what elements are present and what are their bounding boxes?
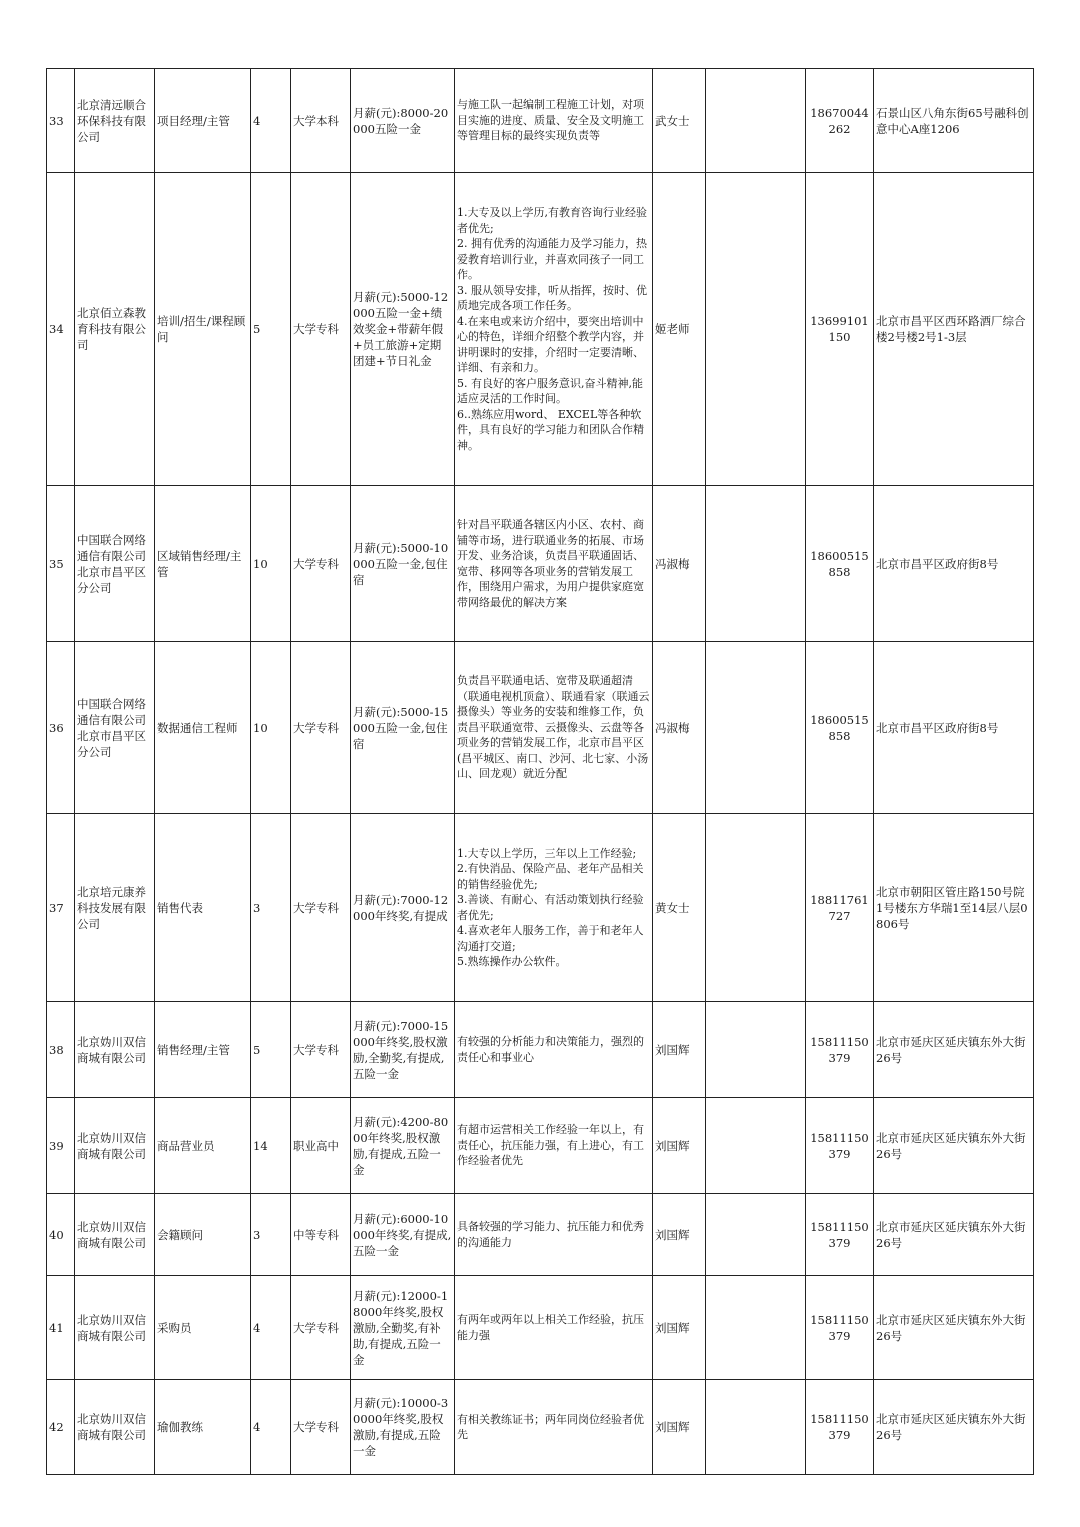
contact-cell: 刘国辉 (653, 1002, 706, 1098)
table-row (47, 1276, 1034, 1380)
contact-cell: 黄女士 (653, 814, 706, 1002)
table-body (47, 69, 1034, 1475)
count-cell: 4 (251, 1380, 291, 1475)
education-cell: 大学专科 (291, 173, 351, 486)
blank-cell (706, 173, 806, 486)
contact-cell: 刘国辉 (653, 1194, 706, 1276)
salary-cell: 月薪(元):8000-20000五险一金 (351, 69, 455, 173)
requirement-line: 1.大专以上学历，三年以上工作经验; (457, 846, 637, 860)
table-row (47, 486, 1034, 642)
phone-cell: 15811150379 (806, 1380, 874, 1475)
table-row (47, 1002, 1034, 1098)
phone-cell: 15811150379 (806, 1002, 874, 1098)
phone-cell: 18600515858 (806, 486, 874, 642)
count-cell: 14 (251, 1098, 291, 1194)
contact-cell: 冯淑梅 (653, 486, 706, 642)
row-number: 35 (47, 486, 75, 642)
address-cell: 北京市昌平区政府街8号 (874, 642, 1034, 814)
blank-cell (706, 69, 806, 173)
position-cell: 销售代表 (155, 814, 251, 1002)
blank-cell (706, 1002, 806, 1098)
requirement-line: 3.善谈、有耐心、有活动策划执行经验者优先; (457, 893, 644, 922)
blank-cell (706, 814, 806, 1002)
position-cell: 销售经理/主管 (155, 1002, 251, 1098)
address-cell: 北京市朝阳区管庄路150号院1号楼东方华瑞1至14层八层0806号 (874, 814, 1034, 1002)
row-number: 39 (47, 1098, 75, 1194)
row-number: 37 (47, 814, 75, 1002)
requirement-line: 6..熟练应用word、 EXCEL等各种软件，具有良好的学习能力和团队合作精神。 (457, 407, 644, 452)
phone-cell: 13699101150 (806, 173, 874, 486)
education-cell: 大学专科 (291, 1276, 351, 1380)
position-cell: 瑜伽教练 (155, 1380, 251, 1475)
requirements-cell (455, 1098, 653, 1194)
salary-cell: 月薪(元):6000-10000年终奖,有提成,五险一金 (351, 1194, 455, 1276)
salary-cell: 月薪(元):5000-10000五险一金,包住宿 (351, 486, 455, 642)
education-cell: 中等专科 (291, 1194, 351, 1276)
salary-cell: 月薪(元):5000-12000五险一金+绩效奖金+带薪年假+员工旅游+定期团建+节日礼金 (351, 173, 455, 486)
count-cell: 10 (251, 642, 291, 814)
salary-cell: 月薪(元):5000-15000五险一金,包住宿 (351, 642, 455, 814)
blank-cell (706, 1098, 806, 1194)
row-number: 33 (47, 69, 75, 173)
salary-cell: 月薪(元):10000-30000年终奖,股权激励,有提成,五险一金 (351, 1380, 455, 1475)
company-cell: 北京妫川双信商城有限公司 (75, 1098, 155, 1194)
table-row (47, 69, 1034, 173)
salary-cell: 月薪(元):4200-8000年终奖,股权激励,有提成,五险一金 (351, 1098, 455, 1194)
contact-cell: 刘国辉 (653, 1380, 706, 1475)
count-cell: 5 (251, 1002, 291, 1098)
blank-cell (706, 1380, 806, 1475)
requirement-line: 4.在来电或来访介绍中，要突出培训中心的特色，详细介绍整个教学内容，并讲明课时的安排，介绍时一定要清晰、详细、有亲和力。 (457, 314, 644, 374)
requirement-line: 有两年或两年以上相关工作经验，抗压能力强 (457, 1313, 644, 1342)
company-cell: 中国联合网络通信有限公司北京市昌平区分公司 (75, 486, 155, 642)
requirement-line: 负责昌平联通电话、宽带及联通超清（联通电视机顶盒）、联通看家（联通云摄像头）等业务的安装和维修工作，负责昌平联通宽带、云摄像头、云盘等各项业务的营销发展工作，北京市昌平区(昌平城区、南口、沙河、北七家、小汤山、回龙观）就近分配 (457, 674, 650, 781)
position-cell: 会籍顾问 (155, 1194, 251, 1276)
contact-cell: 刘国辉 (653, 1276, 706, 1380)
row-number: 34 (47, 173, 75, 486)
address-cell: 北京市昌平区政府街8号 (874, 486, 1034, 642)
education-cell: 大学专科 (291, 642, 351, 814)
table-row (47, 1098, 1034, 1194)
requirement-line: 4.喜欢老年人服务工作，善于和老年人沟通打交道; (457, 924, 644, 953)
requirement-line: 2.有快消品、保险产品、老年产品相关的销售经验优先; (457, 862, 644, 891)
position-cell: 项目经理/主管 (155, 69, 251, 173)
contact-cell: 武女士 (653, 69, 706, 173)
address-cell: 石景山区八角东街65号融科创意中心A座1206 (874, 69, 1034, 173)
table-row (47, 814, 1034, 1002)
row-number: 36 (47, 642, 75, 814)
contact-cell: 姬老师 (653, 173, 706, 486)
phone-cell: 18600515858 (806, 642, 874, 814)
blank-cell (706, 486, 806, 642)
count-cell: 4 (251, 69, 291, 173)
requirement-line: 针对昌平联通各辖区内小区、农村、商铺等市场，进行联通业务的拓展、市场开发、业务洽谈，负责昌平联通固话、宽带、移网等各项业务的营销发展工作，围绕用户需求，为用户提供家庭宽带网络最优的解决方案 (457, 518, 644, 609)
requirement-line: 5. 有良好的客户服务意识,奋斗精神,能适应灵活的工作时间。 (457, 376, 643, 405)
table-row (47, 642, 1034, 814)
phone-cell: 18670044262 (806, 69, 874, 173)
count-cell: 3 (251, 1194, 291, 1276)
job-listing-table (46, 68, 1034, 1475)
company-cell: 北京妫川双信商城有限公司 (75, 1002, 155, 1098)
requirement-line: 具备较强的学习能力、抗压能力和优秀的沟通能力 (457, 1220, 644, 1249)
blank-cell (706, 1276, 806, 1380)
table-row (47, 1194, 1034, 1276)
company-cell: 北京清远顺合环保科技有限公司 (75, 69, 155, 173)
phone-cell: 18811761727 (806, 814, 874, 1002)
position-cell: 数据通信工程师 (155, 642, 251, 814)
salary-cell: 月薪(元):12000-18000年终奖,股权激励,全勤奖,有补助,有提成,五险一金 (351, 1276, 455, 1380)
position-cell: 商品营业员 (155, 1098, 251, 1194)
requirements-cell (455, 486, 653, 642)
row-number: 40 (47, 1194, 75, 1276)
requirements-cell (455, 642, 653, 814)
address-cell: 北京市延庆区延庆镇东外大街26号 (874, 1098, 1034, 1194)
education-cell: 职业高中 (291, 1098, 351, 1194)
blank-cell (706, 1194, 806, 1276)
requirements-cell (455, 1276, 653, 1380)
requirement-line: 有相关教练证书；两年同岗位经验者优先 (457, 1412, 644, 1441)
count-cell: 5 (251, 173, 291, 486)
address-cell: 北京市延庆区延庆镇东外大街26号 (874, 1380, 1034, 1475)
company-cell: 北京妫川双信商城有限公司 (75, 1276, 155, 1380)
requirement-line: 2. 拥有优秀的沟通能力及学习能力，热爱教育培训行业，并喜欢同孩子一同工作。 (457, 237, 647, 281)
requirements-cell (455, 69, 653, 173)
education-cell: 大学专科 (291, 486, 351, 642)
company-cell: 北京妫川双信商城有限公司 (75, 1380, 155, 1475)
blank-cell (706, 642, 806, 814)
contact-cell: 刘国辉 (653, 1098, 706, 1194)
count-cell: 4 (251, 1276, 291, 1380)
requirement-line: 5.熟练操作办公软件。 (457, 955, 567, 968)
education-cell: 大学专科 (291, 1380, 351, 1475)
requirements-cell (455, 814, 653, 1002)
address-cell: 北京市昌平区西环路酒厂综合楼2号楼2号1-3层 (874, 173, 1034, 486)
education-cell: 大学专科 (291, 814, 351, 1002)
phone-cell: 15811150379 (806, 1098, 874, 1194)
requirement-line: 有超市运营相关工作经验一年以上，有责任心，抗压能力强，有上进心，有工作经验者优先 (457, 1123, 644, 1168)
requirements-cell (455, 173, 653, 486)
requirements-cell (455, 1380, 653, 1475)
count-cell: 10 (251, 486, 291, 642)
position-cell: 采购员 (155, 1276, 251, 1380)
address-cell: 北京市延庆区延庆镇东外大街26号 (874, 1002, 1034, 1098)
requirements-cell (455, 1002, 653, 1098)
company-cell: 北京妫川双信商城有限公司 (75, 1194, 155, 1276)
requirements-cell (455, 1194, 653, 1276)
contact-cell: 冯淑梅 (653, 642, 706, 814)
phone-cell: 15811150379 (806, 1194, 874, 1276)
requirement-line: 与施工队一起编制工程施工计划，对项目实施的进度、质量、安全及文明施工等管理目标的最终实现负责等 (457, 98, 644, 143)
education-cell: 大学专科 (291, 1002, 351, 1098)
address-cell: 北京市延庆区延庆镇东外大街26号 (874, 1194, 1034, 1276)
phone-cell: 15811150379 (806, 1276, 874, 1380)
row-number: 42 (47, 1380, 75, 1475)
requirement-line: 3. 服从领导安排，听从指挥，按时、优质地完成各项工作任务。 (457, 283, 647, 312)
requirement-line: 1.大专及以上学历,有教育咨询行业经验者优先; (457, 206, 647, 235)
salary-cell: 月薪(元):7000-12000年终奖,有提成 (351, 814, 455, 1002)
row-number: 38 (47, 1002, 75, 1098)
company-cell: 北京培元康养科技发展有限公司 (75, 814, 155, 1002)
company-cell: 北京佰立森教育科技有限公司 (75, 173, 155, 486)
count-cell: 3 (251, 814, 291, 1002)
row-number: 41 (47, 1276, 75, 1380)
requirement-line: 有较强的分析能力和决策能力，强烈的责任心和事业心 (457, 1035, 644, 1064)
company-cell: 中国联合网络通信有限公司北京市昌平区分公司 (75, 642, 155, 814)
address-cell: 北京市延庆区延庆镇东外大街26号 (874, 1276, 1034, 1380)
position-cell: 区域销售经理/主管 (155, 486, 251, 642)
position-cell: 培训/招生/课程顾问 (155, 173, 251, 486)
table-row (47, 173, 1034, 486)
table-row (47, 1380, 1034, 1475)
education-cell: 大学本科 (291, 69, 351, 173)
salary-cell: 月薪(元):7000-15000年终奖,股权激励,全勤奖,有提成,五险一金 (351, 1002, 455, 1098)
